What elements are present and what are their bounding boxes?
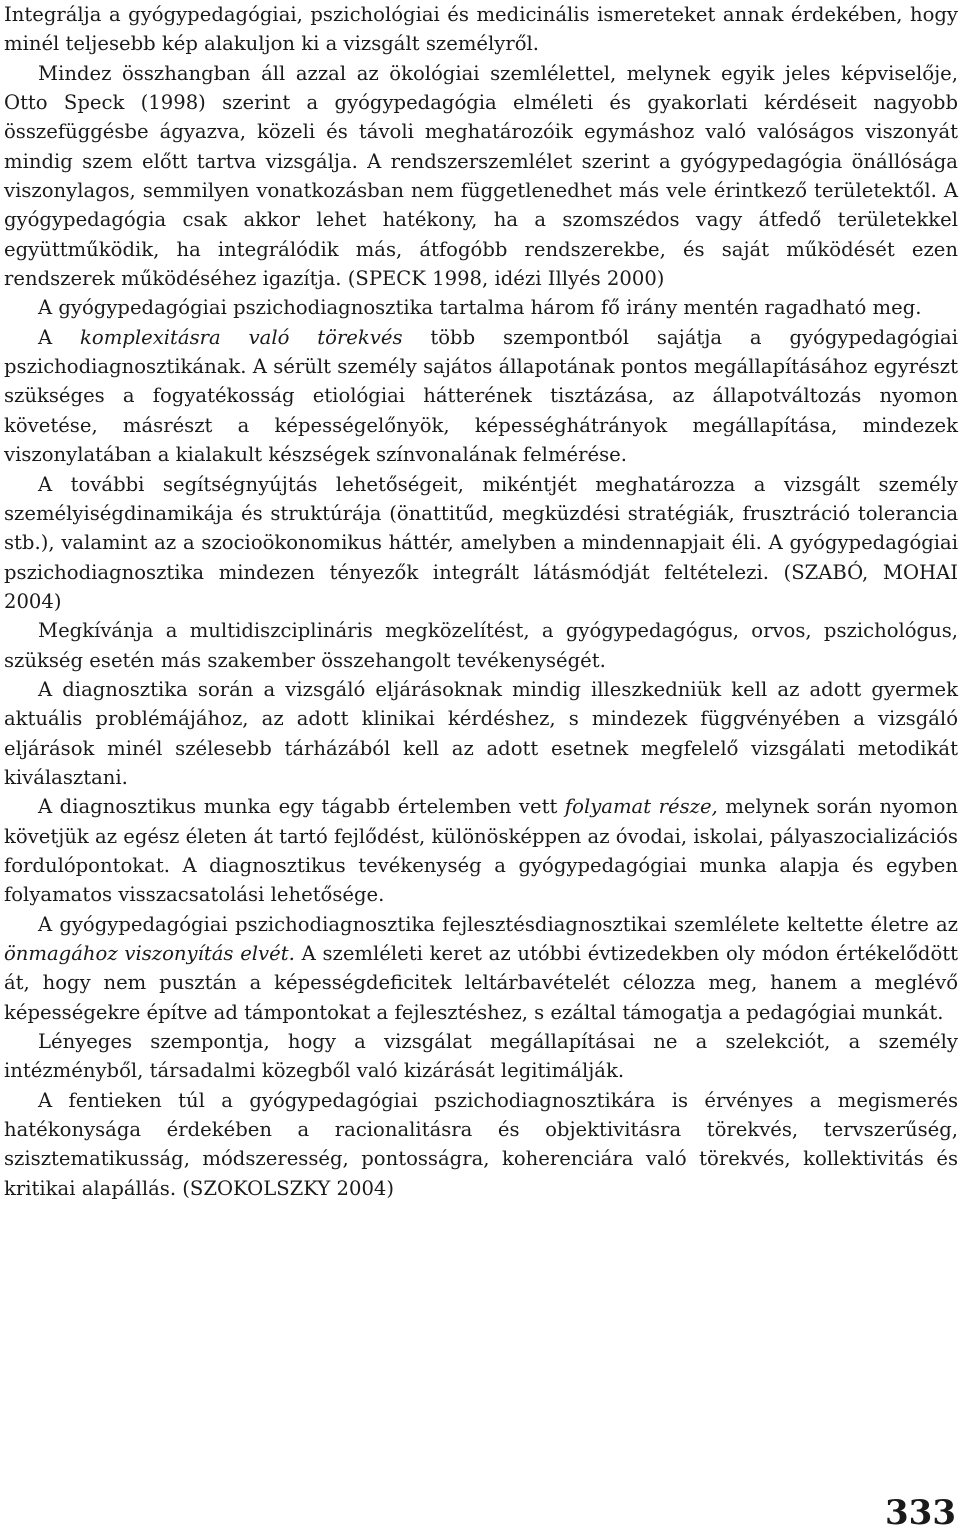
page-body [4,0,958,1203]
paragraph [4,675,958,792]
paragraph [4,792,958,909]
paragraph-text: Megkívánja a multidiszciplináris megközelítést, a gyógypedagógus, orvos, pszichológus, szükség esetén más szakember összehangolt tevékenységét. [4,619,958,672]
paragraph-text: A diagnosztika során a vizsgáló eljárásoknak mindig illeszkedniük kell az adott gyermek aktuális problémájához, az adott klinikai kérdéshez, s mindezek függvényében a vizsgáló eljárások minél szélesebb tárházából kell az adott esetnek megfelelő vizsgálati metodikát kiválasztani. [4,677,958,789]
paragraph [4,1086,958,1203]
paragraph [4,323,958,470]
paragraph-text: melynek során nyomon követjük az egész életen át tartó fejlődést, különösképpen az óvodai, iskolai, pályaszocializációs fordulópontokat. A diagnosztikus tevékenység a gyógypedagógiai munka alapja és egyben folyamatos visszacsatolási lehetősége. [4,795,958,907]
paragraph-text: több szempontból sajátja a gyógypedagógiai pszichodiagnosztikának. A sérült személy sajátos állapotának pontos megállapításához egyrészt szükséges a fogyatékosság etiológiai hátterének tisztázása, az állapotváltozás nyomon követése, másrészt a képességelőnyök, képességhátrányok megállapítása, mindezek viszonylatában a kialakult készségek színvonalának felmérése. [4,325,958,467]
paragraph [4,470,958,617]
paragraph-text: Mindez összhangban áll azzal az ökológiai szemlélettel, melynek egyik jeles képviselője, Otto Speck (1998) szerint a gyógypedagógia elméleti és gyakorlati kérdéseit nagyobb összefüggésbe ágyazva, közeli és távoli meghatározóik egymáshoz való valóságos viszonyát mindig szem előtt tartva vizsgálja. A rendszerszemlélet szerint a gyógypedagógia önállósága viszonylagos, semmilyen vonatkozásban nem függetlenedhet más vele érintkező területektől. A gyógypedagógia csak akkor lehet hatékony, ha a szomszédos vagy átfedő területekkel együttműködik, ha integrálódik más, átfogóbb rendszerekbe, és saját működését ezen rendszerek működéséhez igazítja. (SPECK 1998, idézi Illyés 2000) [4,61,958,291]
paragraph-text: Lényeges szempontja, hogy a vizsgálat megállapításai ne a szelekciót, a személy intézményből, társadalmi közegből való kizárását legitimálják. [4,1030,958,1083]
paragraph [4,0,958,59]
emphasis-text: önmagához viszonyítás elvét. [4,942,295,965]
paragraph-text: A diagnosztikus munka egy tágabb értelemben vett [38,795,565,819]
paragraph-text: A szemléleti keret az utóbbi évtizedekben oly módon értékelődött át, hogy nem pusztán a képességdeficitek leltárbavételét célozza meg, hanem a meglévő képességekre építve ad támpontokat a fejlesztéshez, s ezáltal támogatja a pedagógiai munkát. [4,942,958,1024]
paragraph-text: A [38,325,81,349]
paragraph [4,1027,958,1086]
paragraph-text: A gyógypedagógiai pszichodiagnosztika fejlesztésdiagnosztikai szemlélete keltette életre az [38,912,958,936]
paragraph [4,59,958,294]
paragraph-text: A fentieken túl a gyógypedagógiai pszichodiagnosztikára is érvényes a megismerés hatékonysága érdekében a racionalitásra és objektivitásra törekvés, tervszerűség, szisztematikusság, módszeresség, pontosságra, koherenciára való törekvés, kollektivitás és kritikai alapállás. (SZOKOLSZKY 2004) [4,1088,958,1200]
paragraph-text: Integrálja a gyógypedagógiai, pszichológiai és medicinális ismereteket annak érdekében, hogy minél teljesebb kép alakuljon ki a vizsgált személyről. [4,3,958,56]
paragraph [4,616,958,675]
page-number: 333 [885,1493,956,1533]
paragraph [4,293,958,322]
paragraph-text: A további segítségnyújtás lehetőségeit, mikéntjét meghatározza a vizsgált személy személyiségdinamikája és struktúrája (önattitűd, megküzdési stratégiák, frusztráció tolerancia stb.), valamint az a szocioökonomikus háttér, amelyben a mindennapjait éli. A gyógypedagógiai pszichodiagnosztika mindezen tényezők integrált látásmódját feltételezi. (SZABÓ, MOHAI 2004) [4,472,958,613]
emphasis-text: komplexitásra való törekvés [80,325,403,349]
paragraph [4,910,958,1027]
emphasis-text: folyamat része, [564,795,718,819]
paragraph-text: A gyógypedagógiai pszichodiagnosztika tartalma három fő irány mentén ragadható meg. [38,296,922,320]
